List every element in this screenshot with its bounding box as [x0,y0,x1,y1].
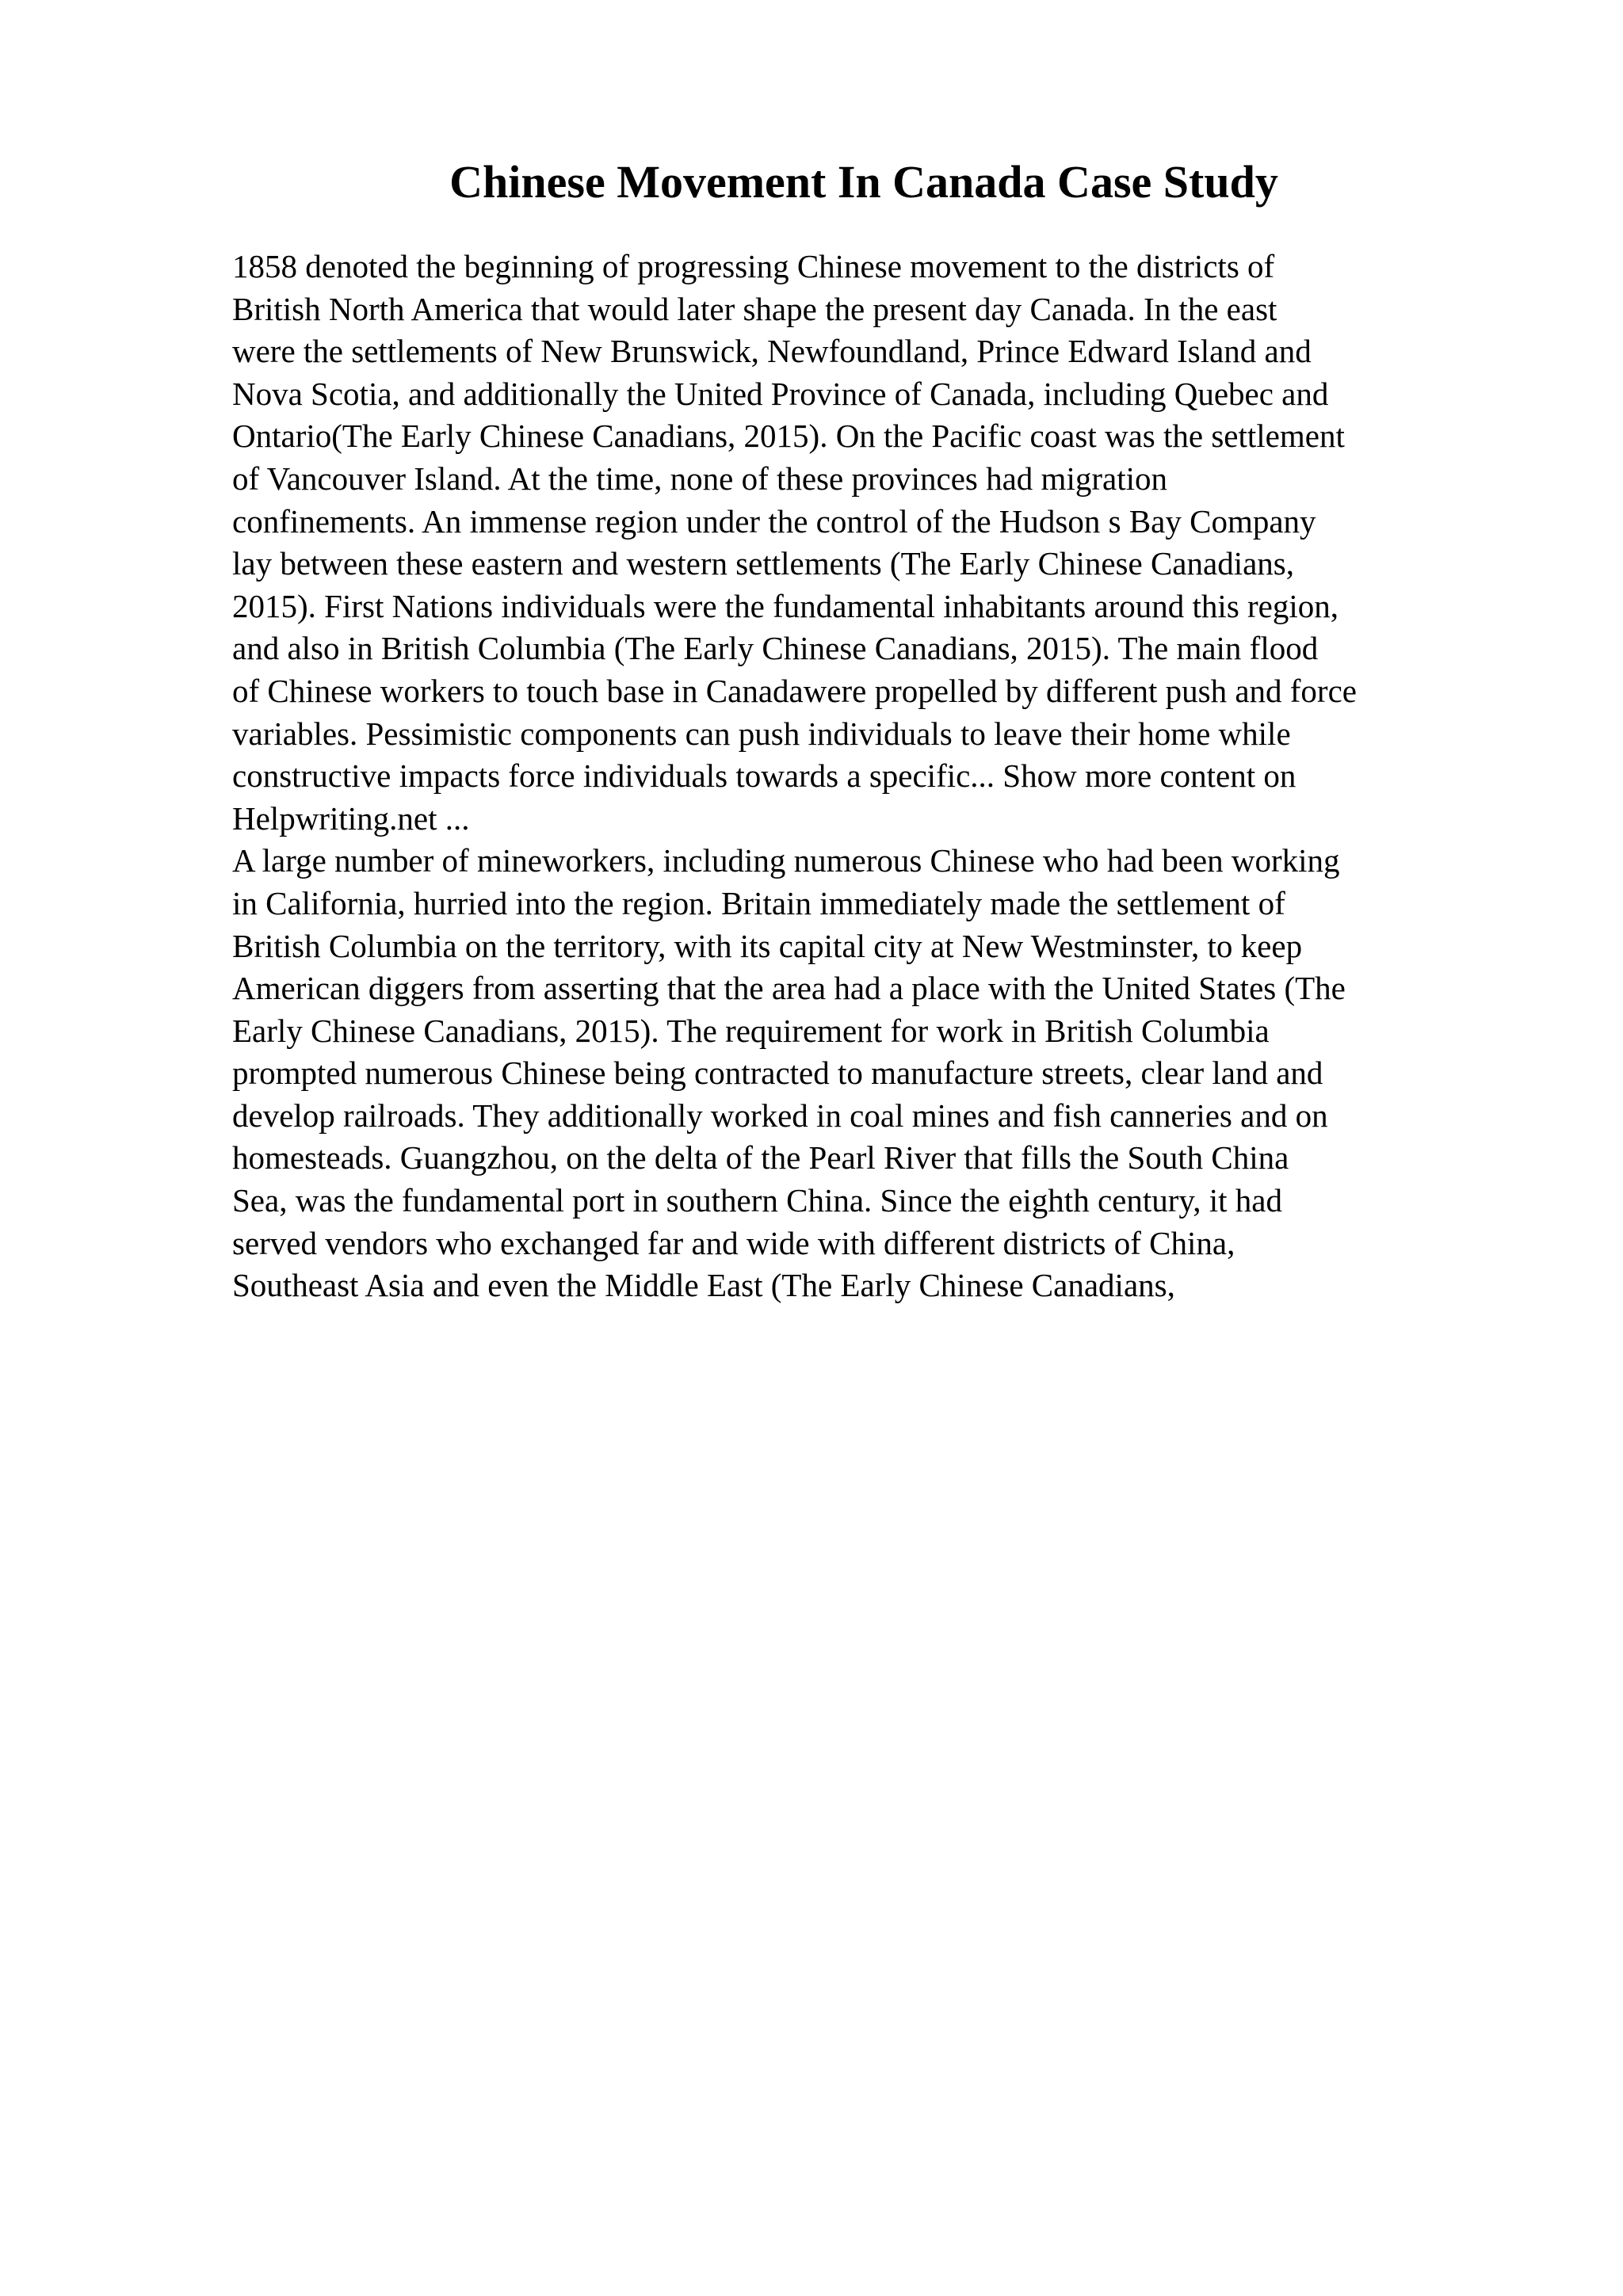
body-text-line: variables. Pessimistic components can push individuals to leave their home while [232,715,1291,752]
body-text-line: develop railroads. They additionally worked in coal mines and fish canneries and on [232,1097,1328,1134]
body-text-line: 2015). First Nations individuals were the fundamental inhabitants around this region, [232,587,1339,624]
body-text-line: confinements. An immense region under the control of the Hudson s Bay Company [232,502,1316,540]
body-text-line: Nova Scotia, and additionally the United Province of Canada, including Quebec and [232,375,1329,412]
body-text-line: in California, hurried into the region. Britain immediately made the settlement of [232,884,1285,921]
document-title: Chinese Movement In Canada Case Study [449,156,1278,208]
body-text-line: of Chinese workers to touch base in Canadawere propelled by different push and force [232,672,1357,709]
body-text-line: 1858 denoted the beginning of progressing Chinese movement to the districts of [232,248,1275,284]
body-text-line: Early Chinese Canadians, 2015). The requirement for work in British Columbia [232,1012,1270,1049]
document-body [232,246,1623,1307]
body-text-line: were the settlements of New Brunswick, Newfoundland, Prince Edward Island and [232,333,1312,370]
body-text-line: Helpwriting.net ... [232,799,470,837]
body-text-line: British Columbia on the territory, with its capital city at New Westminster, to keep [232,927,1303,964]
body-text-line: Ontario(The Early Chinese Canadians, 2015). On the Pacific coast was the settlement [232,418,1345,455]
body-text-line: A large number of mineworkers, including numerous Chinese who had been working [232,842,1340,879]
body-text-line: American diggers from asserting that the area had a place with the United States (The [232,970,1346,1007]
body-text-line: prompted numerous Chinese being contracted to manufacture streets, clear land and [232,1055,1323,1092]
body-text-line: of Vancouver Island. At the time, none of these provinces had migration [232,460,1167,497]
body-text-line: homesteads. Guangzhou, on the delta of the Pearl River that fills the South China [232,1139,1289,1177]
body-text-line: served vendors who exchanged far and wide with different districts of China, [232,1224,1235,1261]
body-text-line: constructive impacts force individuals towards a specific... Show more content on [232,757,1296,795]
body-text-line: Sea, was the fundamental port in southern China. Since the eighth century, it had [232,1182,1282,1219]
body-text-line: Southeast Asia and even the Middle East (The Early Chinese Canadians, [232,1267,1175,1304]
body-text-line: and also in British Columbia (The Early Chinese Canadians, 2015). The main flood [232,630,1319,667]
body-text-line: lay between these eastern and western settlements (The Early Chinese Canadians, [232,545,1294,582]
body-text-line: British North America that would later shape the present day Canada. In the east [232,290,1277,327]
